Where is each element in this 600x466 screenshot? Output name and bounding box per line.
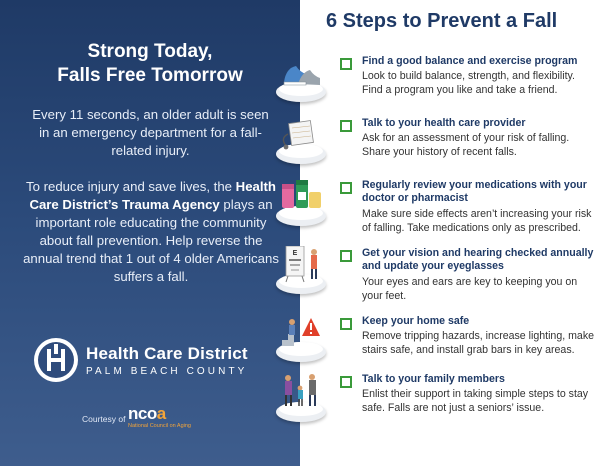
step-title: Talk to your family members: [362, 373, 505, 385]
checkbox-5[interactable]: [340, 318, 352, 330]
step-2: [276, 116, 600, 176]
courtesy-label: Courtesy of: [82, 414, 126, 424]
agency-paragraph: [22, 178, 280, 286]
sneakers-icon: [276, 54, 326, 106]
checkbox-6[interactable]: [340, 376, 352, 388]
family-icon: [276, 372, 326, 424]
step-3: [276, 178, 600, 238]
agency-paragraph-post: plays an important role educating the community about fall prevention. Help reverse the annual trend that 1 out of 4 older Americans suffers a fall.: [23, 197, 279, 284]
calendar-stethoscope-icon: [276, 116, 326, 168]
checkbox-3[interactable]: [340, 182, 352, 194]
ncoa-tagline: National Council on Aging: [128, 423, 191, 429]
step-desc: Make sure side effects aren’t increasing your risk of falling. Take medications only as prescribed.: [362, 208, 592, 234]
headline-line1: Strong Today,: [87, 41, 213, 62]
step-4: [276, 246, 600, 306]
checkbox-1[interactable]: [340, 58, 352, 70]
steps-title: 6 Steps to Prevent a Fall: [326, 10, 558, 32]
step-1: [276, 54, 600, 114]
agency-name: Health Care District’s Trauma Agency: [29, 179, 276, 212]
svg-text:E: E: [292, 250, 298, 257]
checkbox-4[interactable]: [340, 250, 352, 262]
ncoa-logo: ncoa: [128, 404, 166, 423]
headline-line2: Falls Free Tomorrow: [57, 65, 243, 86]
intro-paragraph: Every 11 seconds, an older adult is seen in an emergency department for a fall-related injury.: [32, 107, 269, 158]
step-desc: Ask for an assessment of your risk of falling. Share your history of recent falls.: [362, 132, 570, 158]
step-title: Talk to your health care provider: [362, 117, 526, 129]
medication-bottles-icon: [276, 178, 326, 230]
step-desc: Remove tripping hazards, increase lighting, make stairs safe, and install grab bars in key areas.: [362, 330, 595, 356]
eye-chart-icon: [276, 246, 326, 298]
step-title: Regularly review your medications with your doctor or pharmacist: [362, 179, 587, 204]
hcd-logo-icon: [34, 338, 78, 382]
step-title: Get your vision and hearing checked annually and update your eyeglasses: [362, 247, 594, 272]
step-desc: Your eyes and ears are key to keeping you on your feet.: [362, 276, 578, 302]
headline: [0, 40, 300, 88]
stairs-warning-icon: [276, 314, 326, 366]
logo-name: Health Care District: [86, 344, 248, 363]
step-title: Find a good balance and exercise program: [362, 55, 578, 67]
logo-subtitle: PALM BEACH COUNTY: [86, 366, 248, 377]
step-desc: Enlist their support in taking simple steps to stay safe. Falls are not just a seniors’ issue.: [362, 388, 589, 414]
step-6: [276, 372, 600, 432]
checkbox-2[interactable]: [340, 120, 352, 132]
step-title: Keep your home safe: [362, 315, 470, 327]
agency-paragraph-pre: To reduce injury and save lives, the: [26, 179, 236, 194]
step-desc: Look to build balance, strength, and flexibility. Find a program you like and take a friend.: [362, 70, 575, 96]
step-5: [276, 314, 600, 374]
